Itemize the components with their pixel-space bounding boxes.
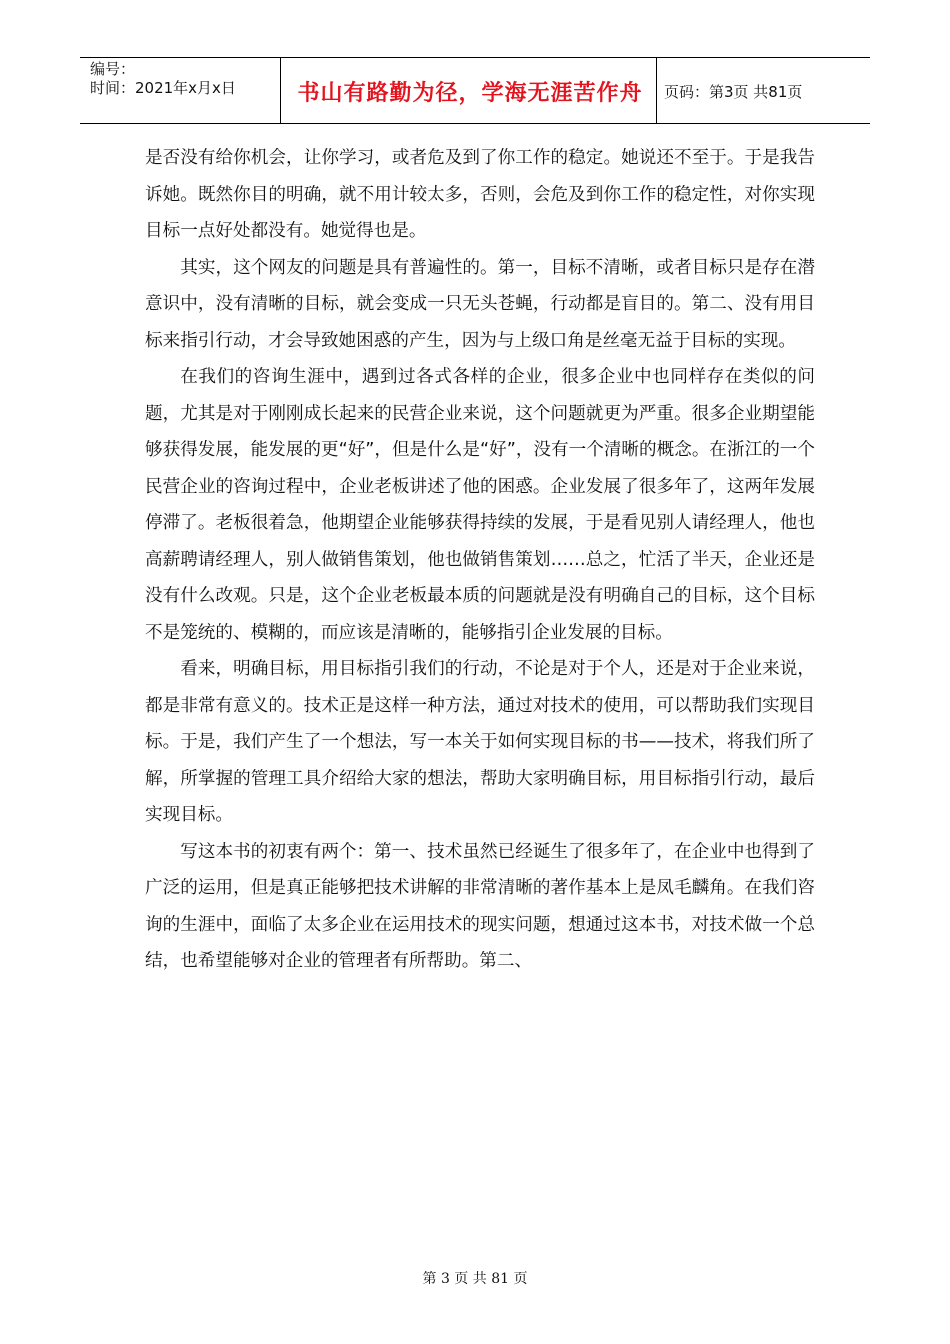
paragraph: 其实，这个网友的问题是具有普遍性的。第一，目标不清晰，或者目标只是存在潜意识中，没有清晰的目标，就会变成一只无头苍蝇，行动都是盲目的。第二、没有用目标来指引行动，才会导致她困惑的产生，因为与上级口角是丝毫无益于目标的实现。 [145, 257, 815, 351]
paragraph: 在我们的咨询生涯中，遇到过各式各样的企业，很多企业中也同样存在类似的问题，尤其是对于刚刚成长起来的民营企业来说，这个问题就更为严重。很多企业期望能够获得发展，能发展的更“好”，但是什么是“好”，没有一个清晰的概念。在浙江的一个民营企业的咨询过程中，企业老板讲述了他的困惑。企业发展了很多年了，这两年发展停滞了。老板很着急，他期望企业能够获得持续的发展，于是看见别人请经理人，他也高薪聘请经理人，别人做销售策划，他也做销售策划……总之，忙活了半天，企业还是没有什么改观。只是，这个企业老板最本质的问题就是没有明确自己的目标，这个目标不是笼统的、模糊的，而应该是清晰的，能够指引企业发展的目标。 [145, 367, 815, 643]
paragraph: 是否没有给你机会，让你学习，或者危及到了你工作的稳定。她说还不至于。于是我告诉她。既然你目的明确，就不用计较太多，否则，会危及到你工作的稳定性，对你实现目标一点好处都没有。她觉得也是。 [145, 148, 815, 241]
document-number-label: 编号： [90, 60, 136, 78]
document-date-label: 时间：2021年x月x日 [90, 79, 236, 97]
paragraph: 看来，明确目标，用目标指引我们的行动，不论是对于个人，还是对于企业来说，都是非常有意义的。技术正是这样一种方法，通过对技术的使用，可以帮助我们实现目标。于是，我们产生了一个想法，写一本关于如何实现目标的书——技术，将我们所了解，所掌握的管理工具介绍给大家的想法，帮助大家明确目标，用目标指引行动，最后实现目标。 [145, 659, 815, 825]
document-body [145, 140, 815, 980]
page-header [80, 57, 870, 124]
page-footer: 第 3 页 共 81 页 [422, 1271, 528, 1287]
header-meta [90, 60, 236, 98]
header-page-info: 页码：第3页 共81页 [664, 82, 803, 101]
paragraph: 写这本书的初衷有两个：第一、技术虽然已经诞生了很多年了，在企业中也得到了广泛的运用，但是真正能够把技术讲解的非常清晰的著作基本上是凤毛麟角。在我们咨询的生涯中，面临了太多企业在运用技术的现实问题，想通过这本书，对技术做一个总结，也希望能够对企业的管理者有所帮助。第二、 [145, 841, 815, 971]
header-divider [656, 58, 657, 123]
header-divider [280, 58, 281, 123]
header-motto: 书山有路勤为径，学海无涯苦作舟 [297, 80, 643, 106]
